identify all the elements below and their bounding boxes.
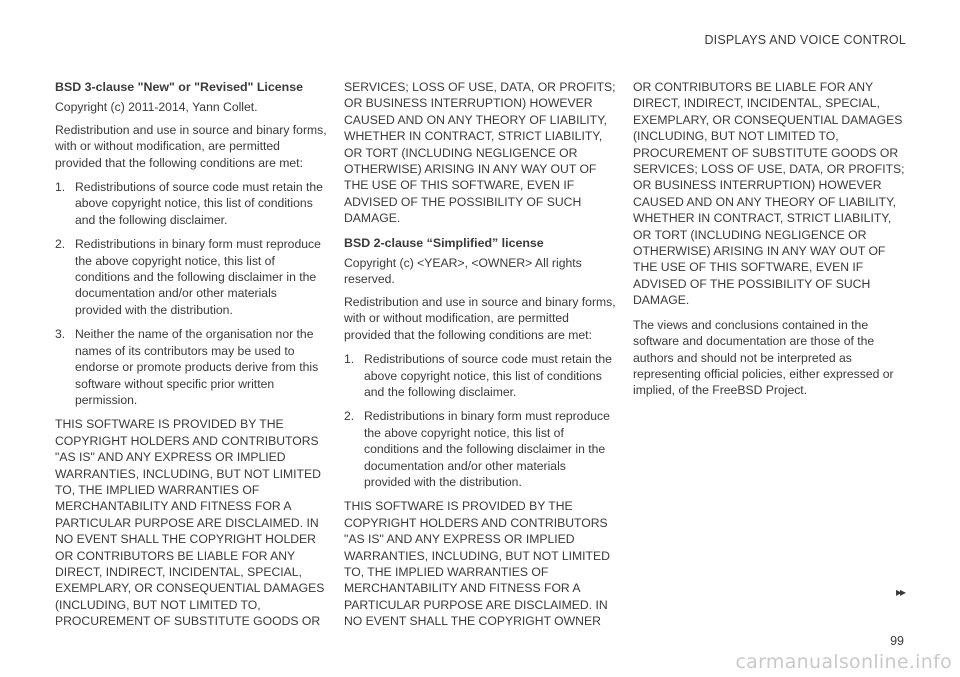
- watermark: carmanualsonline.info: [735, 651, 952, 673]
- list-item: [55, 236, 327, 318]
- column-1: [55, 79, 327, 630]
- column-2: [344, 79, 616, 630]
- list-text: Redistributions in binary form must reproduce the above copyright notice, this list of conditions and the following disclaimer in the documentation and/or other materials provided with the distribution.: [364, 409, 610, 489]
- disclaimer-paragraph: THIS SOFTWARE IS PROVIDED BY THE COPYRIGHT HOLDERS AND CONTRIBUTORS "AS IS" AND ANY EXPRESS OR IMPLIED WARRANTIES, INCLUDING, BUT NOT LIMITED TO, THE IMPLIED WARRANTIES OF MERCHANTABILITY AND FITNESS FOR A PARTICULAR PURPOSE ARE DISCLAIMED. IN NO EVENT SHALL THE COPYRIGHT OWNER: [344, 499, 610, 629]
- copyright-line: Copyright (c) 2011-2014, Yann Collet.: [55, 100, 258, 115]
- list-number: 2.: [344, 409, 355, 424]
- list-text: Redistributions of source code must retain the above copyright notice, this list of conditions and the following disclaimer.: [75, 180, 323, 227]
- list-item: [55, 179, 327, 228]
- disclaimer-continued: OR CONTRIBUTORS BE LIABLE FOR ANY DIRECT, INDIRECT, INCIDENTAL, SPECIAL, EXEMPLARY, OR CONSEQUENTIAL DAMAGES (INCLUDING, BUT NOT LIMITED TO, PROCUREMENT OF SUBSTITUTE GOODS OR SERVICES; LOSS OF USE, DATA, OR PROFITS; OR BUSINESS INTERRUPTION) HOWEVER CAUSED AND ON ANY THEORY OF LIABILITY, WHETHER IN CONTRACT, STRICT LIABILITY, OR TORT (INCLUDING NEGLIGENCE OR OTHERWISE) ARISING IN ANY WAY OUT OF THE USE OF THIS SOFTWARE, EVEN IF ADVISED OF THE POSSIBILITY OF SUCH DAMAGE.: [633, 80, 905, 308]
- disclaimer-continued: SERVICES; LOSS OF USE, DATA, OR PROFITS; OR BUSINESS INTERRUPTION) HOWEVER CAUSED AND ON ANY THEORY OF LIABILITY, WHETHER IN CONTRACT, STRICT LIABILITY, OR TORT (INCLUDING NEGLIGENCE OR OTHERWISE) ARISING IN ANY WAY OUT OF THE USE OF THIS SOFTWARE, EVEN IF ADVISED OF THE POSSIBILITY OF SUCH DAMAGE.: [344, 80, 616, 226]
- continue-arrows-icon: ▸▸: [895, 585, 904, 599]
- page-number: 99: [890, 634, 904, 648]
- list-number: 1.: [55, 180, 66, 195]
- license-heading-bsd2: BSD 2-clause “Simplified” license: [344, 235, 544, 250]
- list-item: [55, 326, 327, 408]
- list-number: 1.: [344, 352, 355, 367]
- license-heading-bsd3: BSD 3-clause "New" or "Revised" License: [55, 80, 304, 94]
- list-item: [344, 351, 616, 400]
- list-text: Redistributions in binary form must reproduce the above copyright notice, this list of conditions and the following disclaimer in the documentation and/or other materials provided with the distribution.: [75, 237, 321, 317]
- section-title: DISPLAYS AND VOICE CONTROL: [704, 33, 906, 47]
- views-paragraph: The views and conclusions contained in the software and documentation are those of the authors and should not be interpreted as representing official policies, either expressed or implied, of the FreeBSD Project.: [633, 317, 894, 398]
- disclaimer-paragraph: THIS SOFTWARE IS PROVIDED BY THE COPYRIGHT HOLDERS AND CONTRIBUTORS "AS IS" AND ANY EXPRESS OR IMPLIED WARRANTIES, INCLUDING, BUT NOT LIMITED TO, THE IMPLIED WARRANTIES OF MERCHANTABILITY AND FITNESS FOR A PARTICULAR PURPOSE ARE DISCLAIMED. IN NO EVENT SHALL THE COPYRIGHT HOLDER OR CONTRIBUTORS BE LIABLE FOR ANY DIRECT, INDIRECT, INCIDENTAL, SPECIAL, EXEMPLARY, OR CONSEQUENTIAL DAMAGES (INCLUDING, BUT NOT LIMITED TO, PROCUREMENT OF SUBSTITUTE GOODS OR: [55, 417, 325, 629]
- conditions-list: [55, 179, 327, 408]
- list-number: 3.: [55, 327, 66, 342]
- list-item: [344, 408, 616, 490]
- list-text: Redistributions of source code must retain the above copyright notice, this list of conditions and the following disclaimer.: [364, 352, 612, 399]
- column-3: [633, 79, 905, 407]
- intro-paragraph: Redistribution and use in source and binary forms, with or without modification, are permitted provided that the following conditions are met:: [344, 294, 616, 342]
- list-text: Neither the name of the organisation nor the names of its contributors may be used to endorse or promote products derive from this software without specific prior written permission.: [75, 327, 319, 407]
- intro-paragraph: Redistribution and use in source and binary forms, with or without modification, are permitted provided that the following conditions are met:: [55, 122, 327, 170]
- copyright-line: Copyright (c) <YEAR>, <OWNER> All rights reserved.: [344, 256, 582, 287]
- list-number: 2.: [55, 237, 66, 252]
- conditions-list: [344, 351, 616, 490]
